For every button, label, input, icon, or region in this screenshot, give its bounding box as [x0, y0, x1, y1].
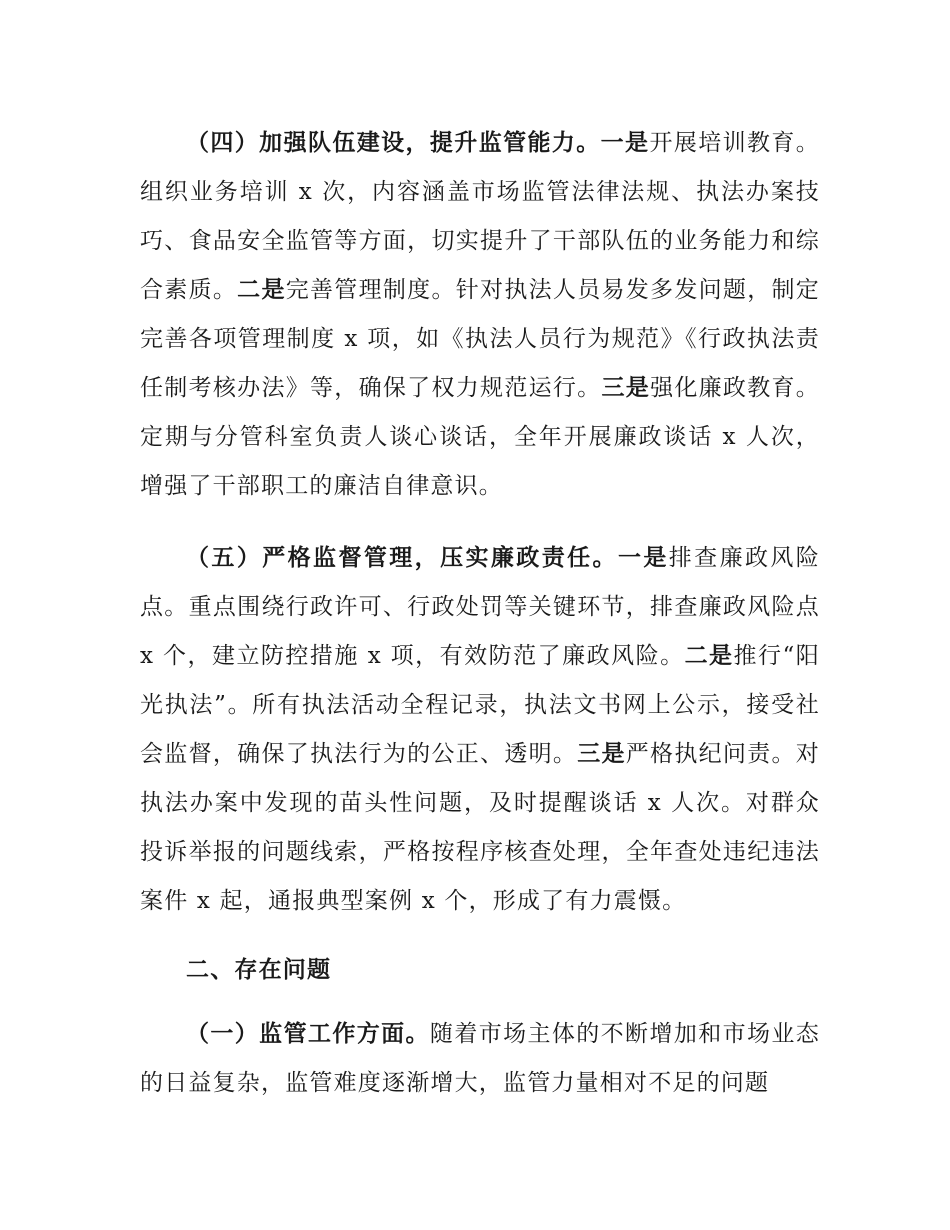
part-title-problems: 二、存在问题: [186, 957, 332, 983]
section-heading: （一）监管工作方面。: [186, 1021, 430, 1047]
point-text: 强化廉政教育。定期与分管科室负责人谈心谈话，全年开展廉政谈话 x 人次，增强了干部职工的廉洁自律意识。: [140, 375, 820, 499]
paragraph-text: 随着市场主体的不断增加和市场业态的日益复杂，监管难度逐渐增大，监管力量相对不足的问题: [140, 1021, 821, 1096]
point-text: 推行“阳光执法”。所有执法活动全程记录，执法文书网上公示，接受社会监督，确保了执法行为的公正、透明。: [140, 643, 820, 767]
section-heading: （四）加强队伍建设，提升监管能力。: [186, 130, 601, 156]
paragraph-problem-regulation: [140, 1010, 820, 1108]
point-text: 完善管理制度。针对执法人员易发多发问题，制定完善各项管理制度 x 项，如《执法人员行为规范》《行政执法责任制考核办法》等，确保了权力规范运行。: [140, 277, 820, 401]
point-text: 严格执纪问责。对执法办案中发现的苗头性问题，及时提醒谈话 x 人次。对群众投诉举报的问题线索，严格按程序核查处理，全年查处违纪违法案件 x 起，通报典型案例 x 个，形成了有力震慑。: [140, 741, 820, 914]
point-lead: 三是: [601, 375, 651, 401]
paragraph-supervision: [140, 534, 820, 926]
point-lead: 三是: [577, 741, 626, 767]
point-text: 排查廉政风险点。重点围绕行政许可、行政处罚等关键环节，排查廉政风险点 x 个，建立防控措施 x 项，有效防范了廉政风险。: [140, 545, 821, 669]
point-lead: 一是: [600, 130, 650, 156]
point-text: 开展培训教育。组织业务培训 x 次，内容涵盖市场监管法律法规、执法办案技巧、食品安全监管等方面，切实提升了干部队伍的业务能力和综合素质。: [140, 130, 821, 303]
point-lead: 一是: [617, 545, 669, 571]
point-lead: 二是: [684, 643, 734, 669]
section-heading: （五）严格监督管理，压实廉政责任。: [186, 545, 618, 571]
point-lead: 二是: [237, 277, 286, 303]
paragraph-team-building: [140, 119, 820, 511]
